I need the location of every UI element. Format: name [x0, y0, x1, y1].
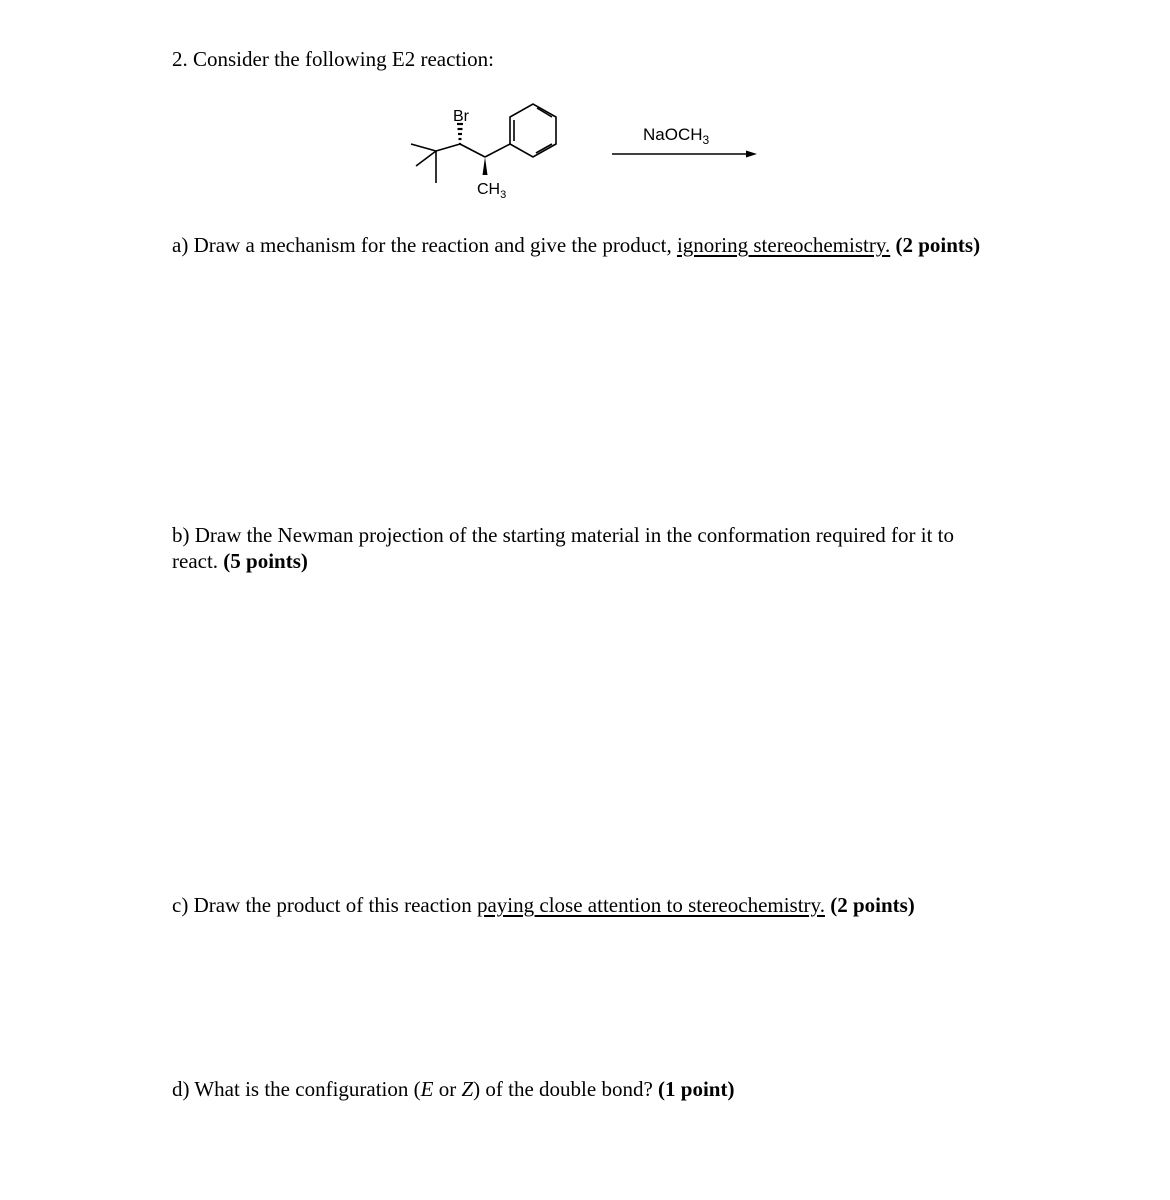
tert-butyl-group — [411, 144, 460, 183]
part-a-underlined: ignoring stereochemistry. — [676, 233, 891, 257]
question-title: 2. Consider the following E2 reaction: — [172, 47, 494, 71]
part-b-prompt — [172, 522, 992, 574]
bromine-label: Br — [453, 108, 469, 125]
part-a-text: a) Draw a mechanism for the reaction and give the product, — [172, 233, 677, 257]
e-letter: E — [420, 1077, 434, 1101]
methyl-label: $CH_3$ — [477, 181, 507, 201]
part-a-prompt — [172, 232, 992, 258]
carbon-chain — [460, 144, 510, 157]
part-d-points: (1 point) — [658, 1077, 735, 1101]
reaction-arrow — [612, 151, 757, 158]
part-b-points: (5 points) — [223, 549, 308, 573]
reagent-label: NaOCH$_3$ — [643, 125, 710, 147]
part-d-or: or — [433, 1077, 462, 1101]
reaction-scheme — [400, 100, 780, 210]
part-b-text: b) Draw the Newman projection of the starting material in the conformation required for it to react. — [172, 523, 954, 573]
part-d-text-before: d) What is the configuration ( — [172, 1077, 421, 1101]
part-d-prompt — [172, 1076, 1002, 1102]
part-c-underlined: paying close attention to stereochemistry. — [476, 893, 825, 917]
part-c-points: (2 points) — [824, 893, 915, 917]
z-letter: Z — [461, 1077, 474, 1101]
bold-wedge-bond — [483, 157, 488, 175]
part-c-prompt — [172, 892, 1002, 918]
part-c-text: c) Draw the product of this reaction — [172, 893, 477, 917]
phenyl-ring — [510, 104, 556, 157]
part-a-points: (2 points) — [890, 233, 981, 257]
part-d-text-after: ) of the double bond? — [473, 1077, 659, 1101]
hashed-wedge-bond — [457, 124, 463, 144]
